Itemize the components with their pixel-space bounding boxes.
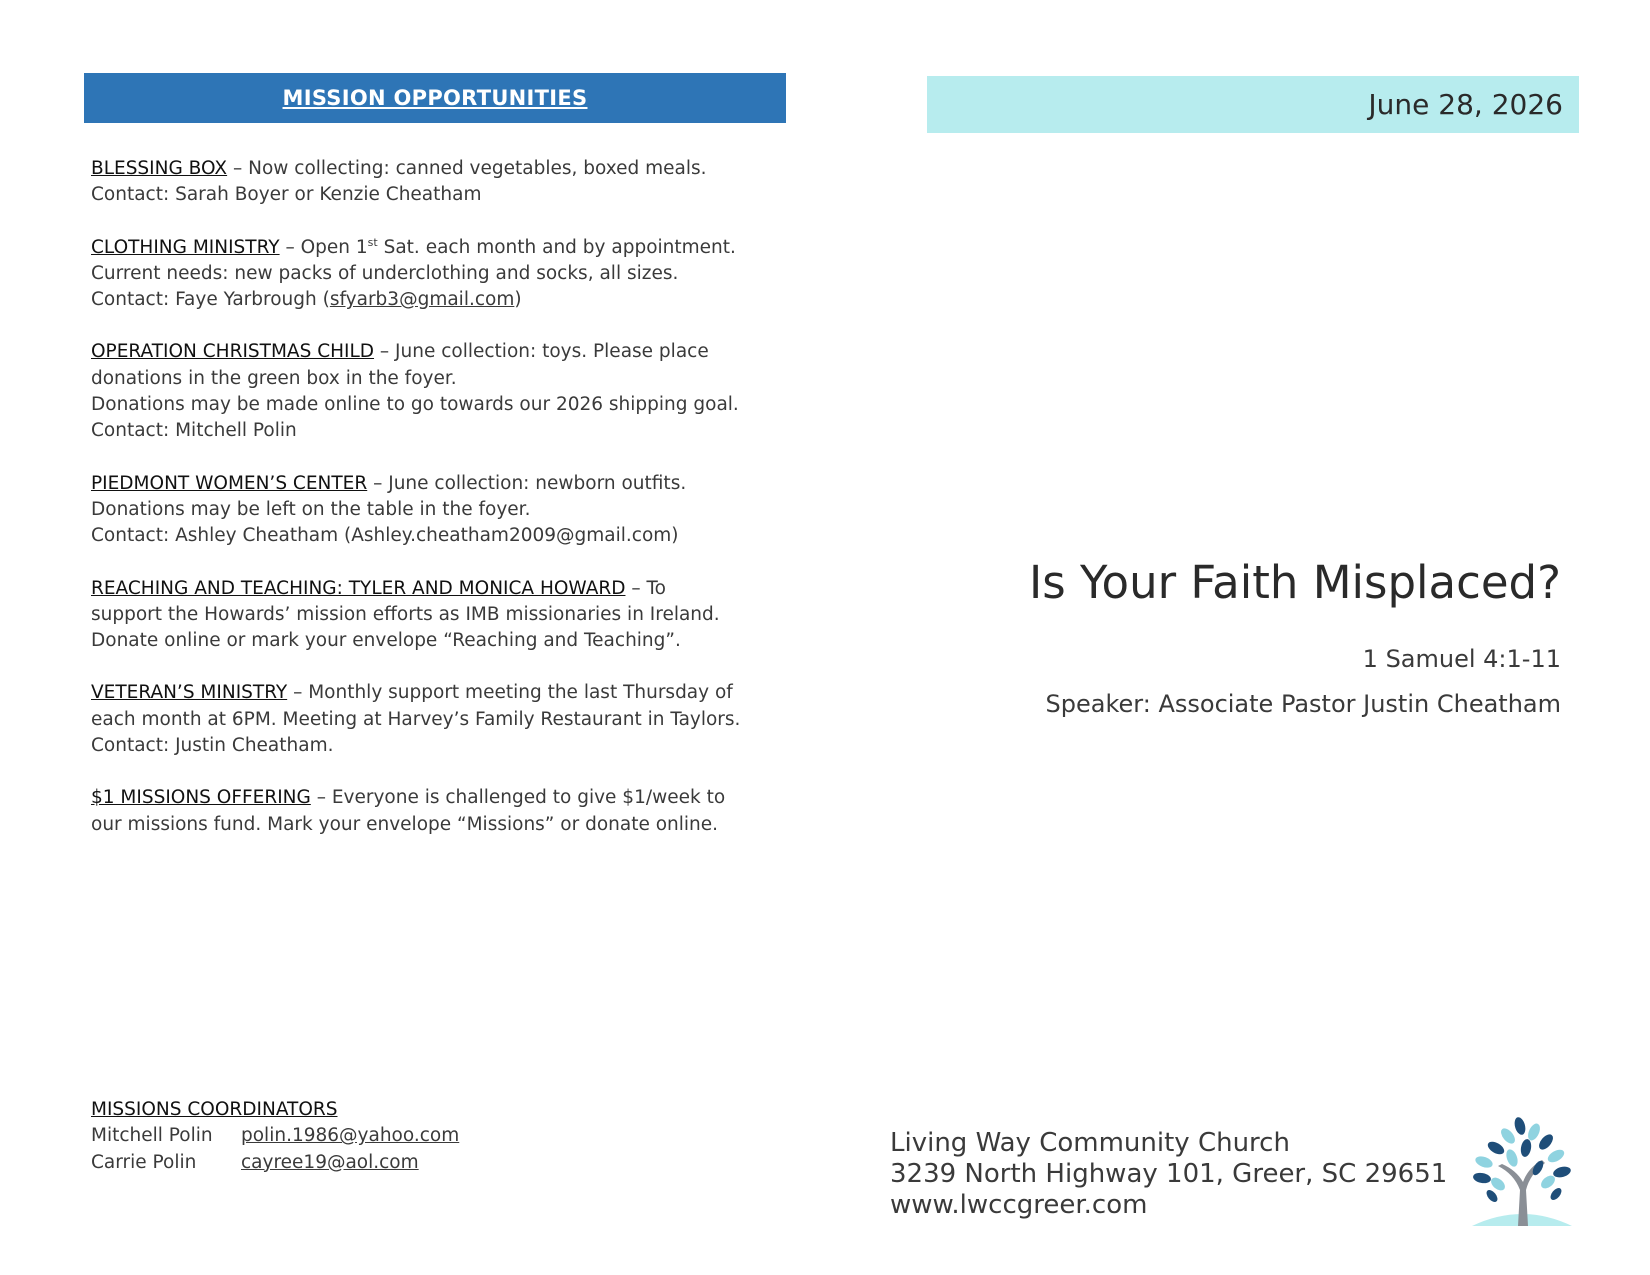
missions-coordinators	[91, 1097, 691, 1176]
mission-text: Contact: Sarah Boyer or Kenzie Cheatham	[91, 184, 482, 206]
coordinator-email-link[interactable]: cayree19@aol.com	[241, 1151, 419, 1173]
contact-suffix: )	[514, 289, 522, 311]
mission-text: Current needs: new packs of underclothing and socks, all sizes.	[91, 262, 679, 284]
mission-text: – June collection: toys. Please place	[379, 341, 709, 363]
mission-text: – Open 1	[285, 236, 368, 258]
mission-text: Contact: Justin Cheatham.	[91, 735, 334, 757]
contact-prefix: Contact: Faye Yarbrough (	[91, 289, 330, 311]
banner-title: MISSION OPPORTUNITIES	[282, 86, 588, 110]
mission-clothing-ministry	[91, 235, 791, 314]
mission-text: – Now collecting: canned vegetables, boxed meals.	[233, 158, 707, 179]
mission-operation-christmas-child	[91, 339, 791, 444]
mission-reaching-and-teaching	[91, 576, 791, 655]
church-name: Living Way Community Church	[890, 1128, 1290, 1158]
mission-text: each month at 6PM. Meeting at Harvey’s Family Restaurant in Taylors.	[91, 708, 741, 730]
missions-list	[91, 156, 791, 864]
mission-opportunities-banner	[84, 73, 786, 123]
coordinator-name: Mitchell Polin	[91, 1125, 213, 1147]
mission-title: REACHING AND TEACHING: TYLER AND MONICA HOWARD	[91, 577, 626, 599]
mission-text: – June collection: newborn outfits.	[373, 472, 687, 494]
mission-text: Contact: Mitchell Polin	[91, 420, 297, 442]
church-address: 3239 North Highway 101, Greer, SC 29651	[890, 1159, 1448, 1189]
date-banner	[927, 76, 1579, 133]
coordinator-row	[91, 1150, 691, 1176]
speaker-line: Speaker: Associate Pastor Justin Cheatham	[1045, 690, 1561, 718]
mission-text: – Everyone is challenged to give $1/week to	[316, 787, 726, 809]
mission-text: – To	[631, 577, 666, 599]
mission-title: PIEDMONT WOMEN’S CENTER	[91, 472, 368, 494]
mission-text: Sat. each month and by appointment.	[377, 236, 736, 258]
service-date: June 28, 2026	[1368, 88, 1563, 121]
mission-text: Donations may be left on the table in the foyer.	[91, 498, 531, 520]
coordinators-heading: MISSIONS COORDINATORS	[91, 1099, 338, 1120]
coordinator-email-link[interactable]: polin.1986@yahoo.com	[241, 1125, 460, 1147]
mission-title: BLESSING BOX	[91, 158, 228, 179]
mission-title: CLOTHING MINISTRY	[91, 236, 280, 258]
mission-veterans-ministry	[91, 680, 791, 759]
tree-logo-icon	[1468, 1112, 1576, 1230]
mission-text: our missions fund. Mark your envelope “Missions” or donate online.	[91, 813, 719, 835]
mission-dollar-offering	[91, 785, 791, 838]
mission-text: Donations may be made online to go towards our 2026 shipping goal.	[91, 394, 739, 416]
contact-email-link[interactable]: sfyarb3@gmail.com	[329, 289, 515, 311]
sermon-title: Is Your Faith Misplaced?	[1029, 556, 1561, 609]
mission-text: donations in the green box in the foyer.	[91, 367, 457, 389]
mission-piedmont-womens-center	[91, 471, 791, 550]
mission-blessing-box	[91, 156, 791, 209]
coordinator-row	[91, 1123, 691, 1149]
scripture-reference: 1 Samuel 4:1-11	[1362, 645, 1561, 673]
mission-title: OPERATION CHRISTMAS CHILD	[91, 341, 375, 363]
mission-text: Contact: Ashley Cheatham (Ashley.cheatham2009@gmail.com)	[91, 525, 679, 547]
church-info	[890, 1128, 1447, 1221]
mission-text-sup: st	[367, 235, 378, 249]
mission-text: – Monthly support meeting the last Thursday of	[293, 682, 733, 704]
church-website-link[interactable]: www.lwccgreer.com	[890, 1190, 1148, 1220]
mission-title: $1 MISSIONS OFFERING	[91, 787, 311, 809]
coordinator-name: Carrie Polin	[91, 1151, 197, 1173]
mission-text: support the Howards’ mission efforts as IMB missionaries in Ireland.	[91, 603, 720, 625]
mission-text: Donate online or mark your envelope “Reaching and Teaching”.	[91, 630, 681, 652]
mission-title: VETERAN’S MINISTRY	[91, 682, 288, 704]
